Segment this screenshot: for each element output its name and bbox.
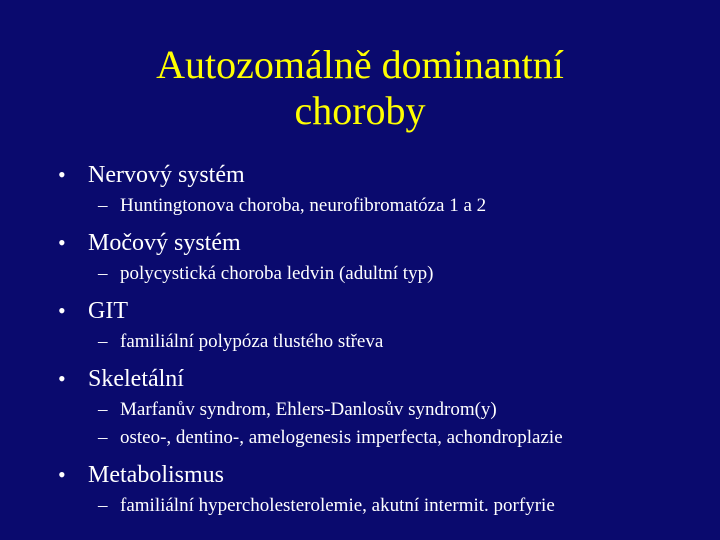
sub-item-text: osteo-, dentino-, amelogenesis imperfecta, achondroplazie <box>120 427 563 448</box>
sub-item-text: familiální hypercholesterolemie, akutní intermit. porfyrie <box>120 495 555 516</box>
bullet-icon: • <box>58 366 66 391</box>
sub-item <box>58 192 698 220</box>
bullet-heading: GIT <box>88 298 128 324</box>
slide-title-line-1: Autozomálně dominantní <box>156 42 564 87</box>
bullet-mocovy-system <box>58 226 698 260</box>
bullet-metabolismus <box>58 458 698 492</box>
slide-title-line-2: choroby <box>294 88 426 133</box>
slide-content <box>58 158 698 520</box>
bullet-icon: • <box>58 298 66 323</box>
sub-item-text: Marfanův syndrom, Ehlers-Danlosův syndrom(y) <box>120 399 497 420</box>
dash-icon: – <box>98 399 108 420</box>
slide-title <box>0 42 720 134</box>
bullet-icon: • <box>58 462 66 487</box>
bullet-heading: Metabolismus <box>88 462 224 488</box>
bullet-heading: Močový systém <box>88 230 241 256</box>
dash-icon: – <box>98 495 108 516</box>
bullet-nervovy-system <box>58 158 698 192</box>
sub-item <box>58 492 698 520</box>
sub-item-text: polycystická choroba ledvin (adultní typ) <box>120 263 434 284</box>
dash-icon: – <box>98 195 108 216</box>
dash-icon: – <box>98 427 108 448</box>
sub-item-text: familiální polypóza tlustého střeva <box>120 331 384 352</box>
bullet-icon: • <box>58 230 66 255</box>
sub-item <box>58 424 698 452</box>
sub-item-text: Huntingtonova choroba, neurofibromatóza 1 a 2 <box>120 195 487 216</box>
bullet-skeletalni <box>58 362 698 396</box>
bullet-heading: Nervový systém <box>88 162 245 188</box>
bullet-git <box>58 294 698 328</box>
dash-icon: – <box>98 263 108 284</box>
sub-item <box>58 396 698 424</box>
sub-item <box>58 328 698 356</box>
sub-item <box>58 260 698 288</box>
dash-icon: – <box>98 331 108 352</box>
bullet-icon: • <box>58 162 66 187</box>
bullet-heading: Skeletální <box>88 366 184 392</box>
